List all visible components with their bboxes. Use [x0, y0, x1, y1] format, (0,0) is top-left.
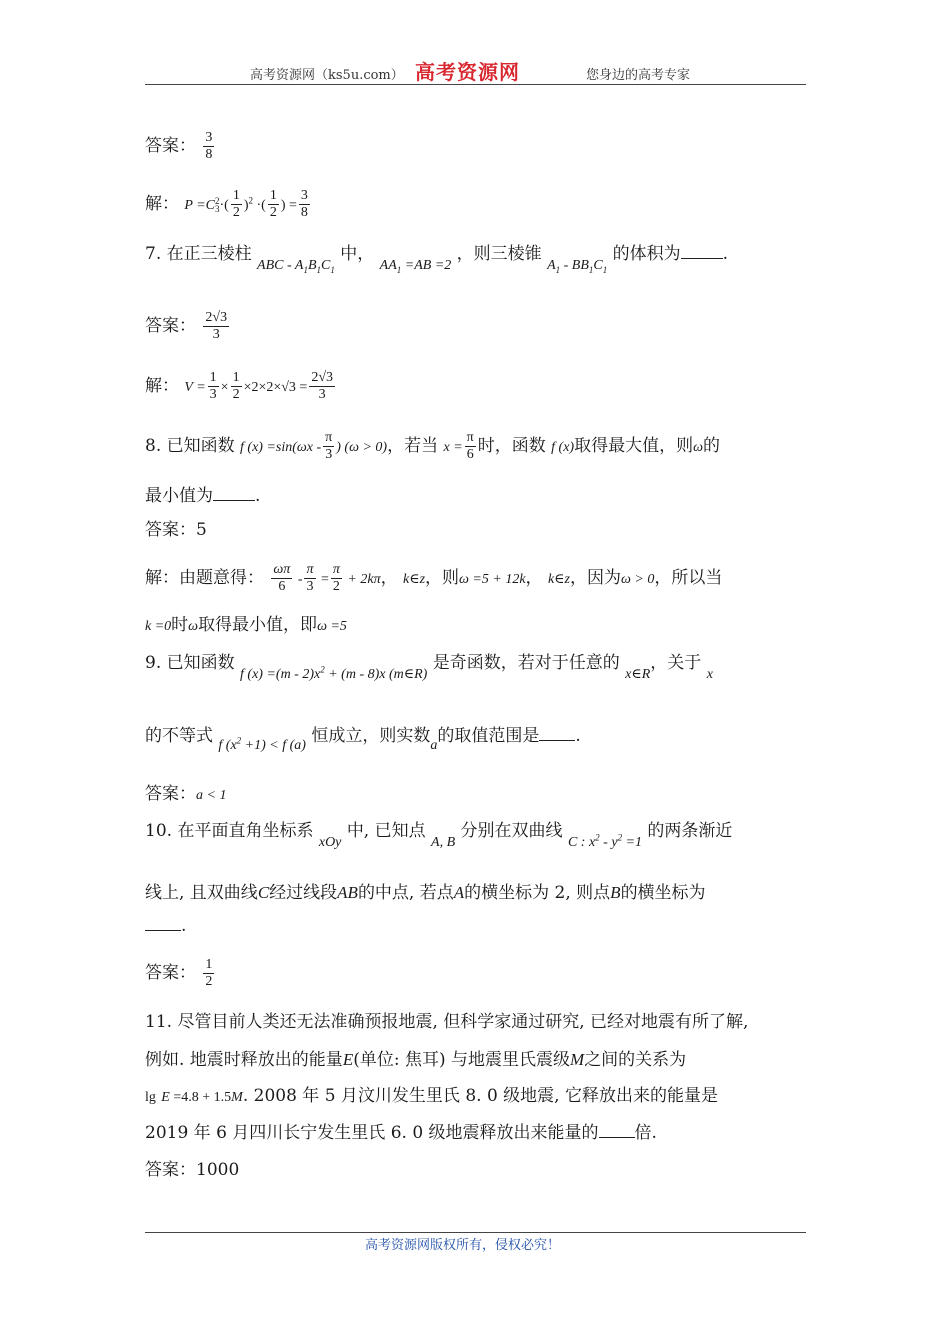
answer-label: 答案：	[145, 963, 196, 984]
q9-question: 9. 已知函数 $_{f (x) =(m - 2)x^2 + (m - 8)x (m\in R)}$ 是奇函数，若对于任意的 $_{x\in R}$，关于 $_x$	[145, 653, 713, 682]
q8-solution-line2: k =0时ω取得最小值，即ω =5	[145, 615, 347, 635]
header-rule	[145, 84, 806, 85]
q8-solution: 解：由题意得： $\frac{\omega\pi}{6}$ - $\frac{\pi}{3}$ = $\frac{\pi}{2}$ + 2kπ， k∈z，则ω =5 + 12k， k∈z，因为ω > 0，所以当	[145, 562, 723, 595]
q9-question-line2: 的不等式 $_{f (x^2 +1) < f (a)}$ 恒成立，则实数$_a$的取值范围是 .	[145, 726, 581, 753]
answer-label: 答案：	[145, 136, 196, 157]
q11-question-line3: lg E =4.8 + 1.5M. 2008 年 5 月汶川发生里氏 8. 0 级地震, 它释放出来的能量是	[145, 1086, 718, 1106]
header-slogan: 您身边的高考专家	[586, 68, 691, 83]
q8-answer: 答案：5	[145, 520, 207, 540]
answer-label: 答案：	[145, 1160, 196, 1180]
solution-label: 解：	[145, 376, 179, 397]
fraction: $\frac{3}{8}$	[205, 130, 213, 163]
q11-answer: 答案：1000	[145, 1160, 240, 1180]
q11-question-line2: 例如. 地震时释放出的能量E(单位: 焦耳) 与地震里氏震级M之间的关系为	[145, 1050, 687, 1070]
q6-answer	[145, 130, 216, 163]
header-logo: 高考资源网	[415, 60, 520, 84]
q7-solution: 解： V = $\frac{1}{3}$ × $\frac{1}{2}$ ×2×2×√3 = $\frac{2√3}{3}$	[145, 370, 334, 403]
solution-label: 解：	[145, 568, 179, 589]
footer-rule	[145, 1232, 806, 1233]
header-site-name: 高考资源网（ks5u.com）	[250, 68, 404, 83]
q9-answer: 答案：a < 1	[145, 784, 227, 804]
q7-answer: 答案： $\frac{2√3}{3}$	[145, 310, 228, 343]
answer-label: 答案：	[145, 316, 196, 337]
q10-question-line2: 线上, 且双曲线C经过线段AB的中点, 若点A的横坐标为 2, 则点B的横坐标为	[145, 883, 706, 903]
q11-question-line1: 11. 尽管目前人类还无法准确预报地震, 但科学家通过研究, 已经对地震有所了解,	[145, 1012, 749, 1032]
q10-question-line3: .	[145, 918, 186, 935]
q10-question: 10. 在平面直角坐标系 $_{xOy}$ 中, 已知点 $_{A, B}$ 分别在双曲线 $_{C : x^2 - y^2 =1}$ 的两条渐近	[145, 821, 733, 850]
answer-label: 答案：	[145, 520, 196, 540]
q7-question: 7. 在正三棱柱 $_{ABC - A_1B_1C_1}$ 中， $_{AA_1 =AB =2}$ ，则三棱锥 $_{A_1 - BB_1C_1}$ 的体积为 .	[145, 244, 729, 275]
q8-question: 8. 已知函数 f (x) =sin(ωx - $\frac{\pi}{3}$ ) (ω > 0)，若当 x = $\frac{\pi}{6}$ 时，函数 f (x)取得最大值，则ω的	[145, 430, 720, 463]
q6-solution: 解： P =C 2 3 ·( $\frac{1}{2}$ )$^2$ ·( $\frac{1}{2}$ ) = $\frac{3}{8}$	[145, 188, 308, 221]
solution-label: 解：	[145, 194, 179, 215]
q11-question-line4: 2019 年 6 月四川长宁发生里氏 6. 0 级地震释放出来能量的 倍.	[145, 1123, 657, 1143]
footer-copyright: 高考资源网版权所有，侵权必究！	[365, 1238, 561, 1253]
q10-answer: 答案： $\frac{1}{2}$	[145, 957, 213, 990]
q8-question-line2: 最小值为 .	[145, 486, 261, 506]
answer-label: 答案：	[145, 784, 196, 804]
